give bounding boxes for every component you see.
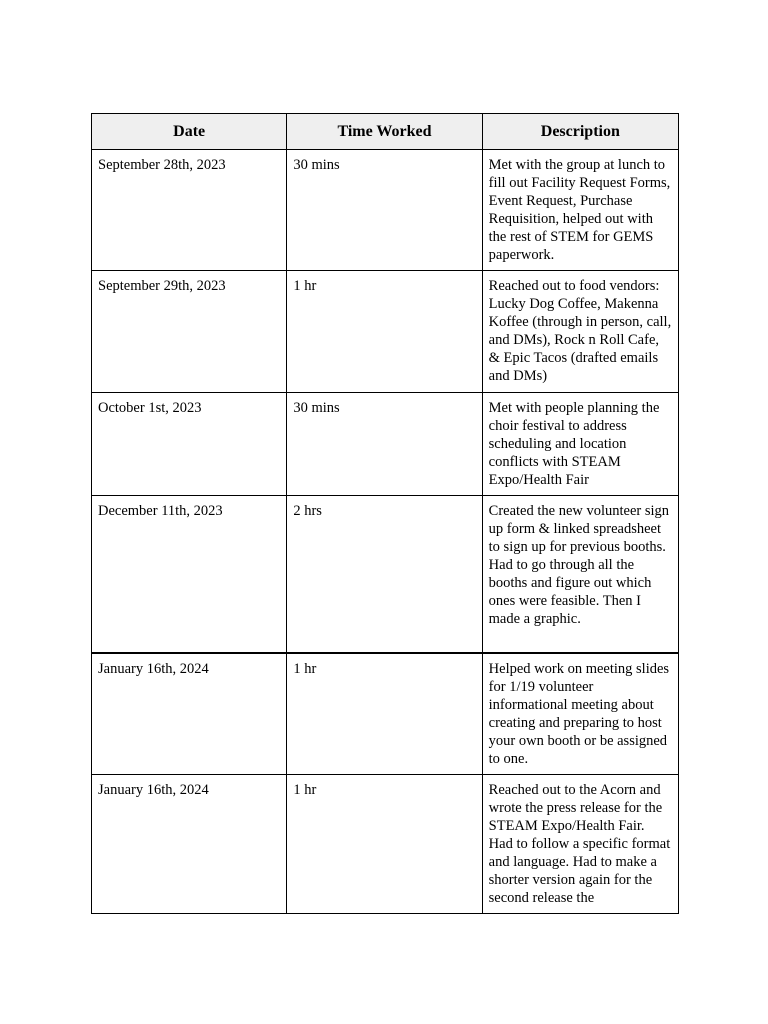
header-time-worked: Time Worked xyxy=(287,114,482,150)
description-cell: Met with people planning the choir festival to address scheduling and location conflicts with STEAM Expo/Health Fair xyxy=(482,393,678,496)
table-row xyxy=(92,653,679,775)
date-cell: January 16th, 2024 xyxy=(92,653,287,775)
time-cell: 30 mins xyxy=(287,150,482,271)
table-row xyxy=(92,775,679,914)
time-cell: 2 hrs xyxy=(287,496,482,653)
date-cell: December 11th, 2023 xyxy=(92,496,287,653)
date-cell: September 29th, 2023 xyxy=(92,271,287,393)
date-cell: September 28th, 2023 xyxy=(92,150,287,271)
description-cell: Created the new volunteer sign up form & linked spreadsheet to sign up for previous booths. Had to go through all the booths and figure out which ones were feasible. Then I made a graphic. xyxy=(482,496,678,653)
header-date: Date xyxy=(92,114,287,150)
time-cell: 1 hr xyxy=(287,775,482,914)
table-row xyxy=(92,271,679,393)
time-log-table xyxy=(91,113,679,914)
description-cell: Reached out to the Acorn and wrote the press release for the STEAM Expo/Health Fair. Had to follow a specific format and language. Had to make a shorter version again for the second release the xyxy=(482,775,678,914)
date-cell: October 1st, 2023 xyxy=(92,393,287,496)
table-row xyxy=(92,393,679,496)
table-row xyxy=(92,150,679,271)
description-cell: Helped work on meeting slides for 1/19 volunteer informational meeting about creating and preparing to host your own booth or be assigned to one. xyxy=(482,653,678,775)
header-description: Description xyxy=(482,114,678,150)
time-cell: 1 hr xyxy=(287,271,482,393)
table-header-row xyxy=(92,114,679,150)
table-row xyxy=(92,496,679,653)
date-cell: January 16th, 2024 xyxy=(92,775,287,914)
description-cell: Reached out to food vendors: Lucky Dog Coffee, Makenna Koffee (through in person, call, and DMs), Rock n Roll Cafe, & Epic Tacos (drafted emails and DMs) xyxy=(482,271,678,393)
time-cell: 30 mins xyxy=(287,393,482,496)
description-cell: Met with the group at lunch to fill out Facility Request Forms, Event Request, Purchase Requisition, helped out with the rest of STEM for GEMS paperwork. xyxy=(482,150,678,271)
time-cell: 1 hr xyxy=(287,653,482,775)
